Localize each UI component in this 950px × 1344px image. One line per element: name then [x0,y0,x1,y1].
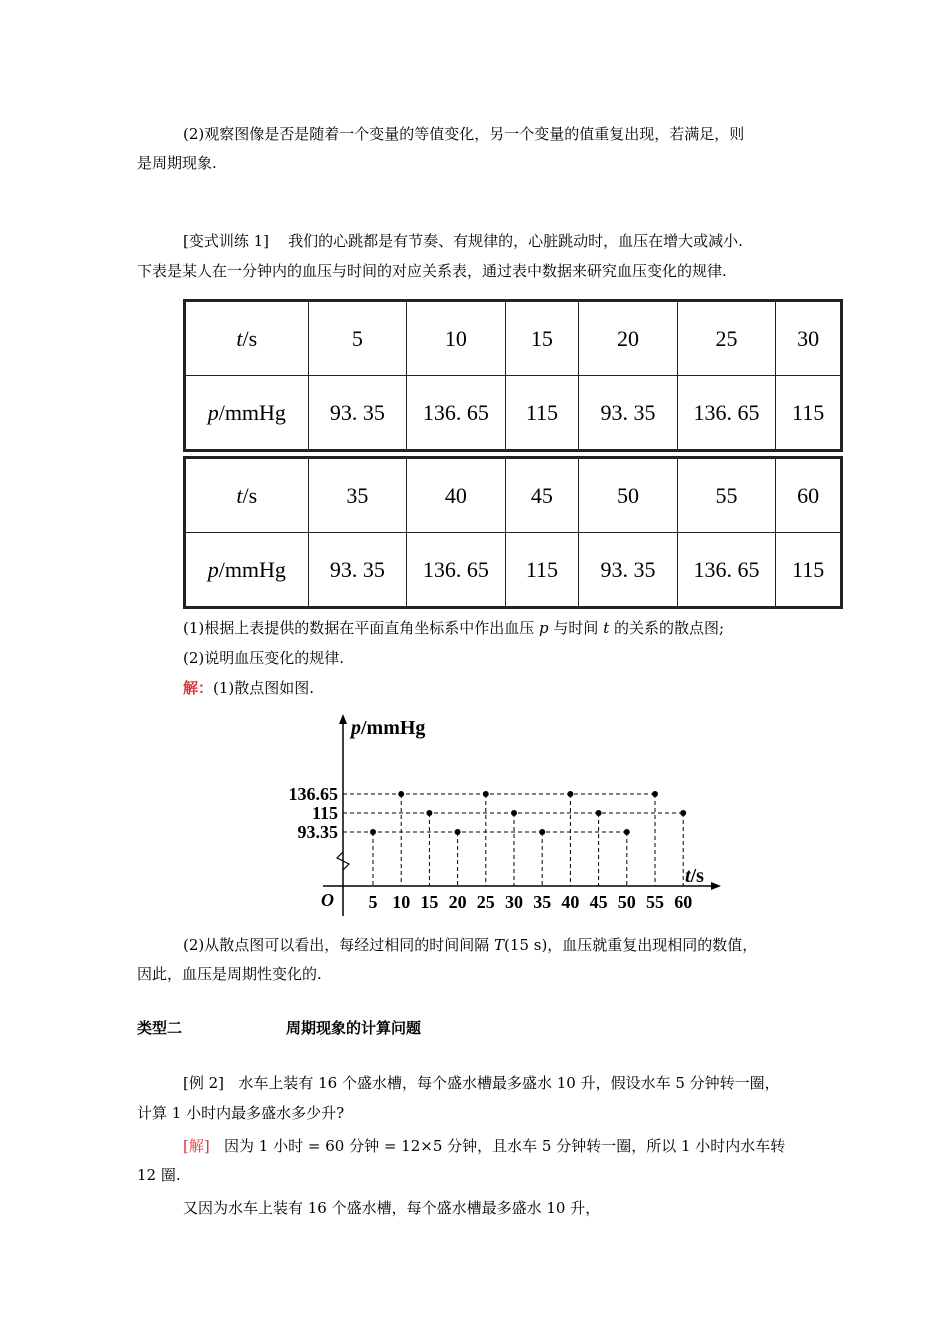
x-tick-label: 45 [589,892,608,912]
table-cell: 136. 65 [407,376,506,451]
x-tick-label: 5 [368,892,378,912]
table-cell: 136. 65 [677,533,776,608]
example-line: 计算 1 小时内最多盛水多少升? [137,1104,345,1122]
x-tick-label: 30 [505,892,523,912]
table-cell: 5 [308,301,406,376]
table-cell: 30 [776,301,842,376]
data-table-bottom [183,456,843,609]
table-header-t: t/s [185,301,309,376]
table-cell: 50 [579,458,677,533]
x-tick-label: 15 [420,892,439,912]
data-point [624,829,630,835]
x-tick-label: 55 [646,892,664,912]
data-point [652,791,658,797]
x-tick-label: 60 [674,892,693,912]
data-point [426,810,432,816]
question-2: (2)说明血压变化的规律. [183,649,345,667]
exercise-tag: [变式训练 1] [183,232,270,250]
x-tick-label: 35 [533,892,552,912]
table-cell: 93. 35 [579,376,677,451]
table-cell: 93. 35 [308,376,406,451]
x-tick-label: 25 [476,892,495,912]
x-tick-label: 40 [561,892,580,912]
y-axis-arrow [339,714,347,724]
answer-tag: [解] [183,1137,210,1155]
chart-guides [343,794,683,886]
exercise-line: 下表是某人在一分钟内的血压与时间的对应关系表，通过表中数据来研究血压变化的规律. [137,262,727,280]
table-cell: 45 [505,458,579,533]
table-header-t: t/s [185,458,309,533]
x-axis-arrow [711,882,721,890]
x-tick-label: 20 [448,892,467,912]
table-cell: 60 [776,458,842,533]
table-cell: 115 [776,376,842,451]
y-tick-label: 93.35 [297,822,338,842]
table-cell: 15 [505,301,579,376]
section-type: 类型二 [137,1019,183,1037]
answer-line: 又因为水车上装有 16 个盛水槽，每个盛水槽最多盛水 10 升， [183,1199,601,1217]
answer-line: [解] 因为 1 小时 = 60 分钟 = 12×5 分钟，且水车 5 分钟转一圈，所以 1 小时内水车转 [183,1137,786,1155]
x-tick-label: 50 [617,892,636,912]
table-row [185,533,842,608]
table-cell: 93. 35 [579,533,677,608]
chart-axes [321,714,721,916]
exercise-intro [183,231,743,251]
data-point [483,791,489,797]
x-axis-label: t/s [685,865,704,887]
paragraph-line: (2)观察图像是否是随着一个变量的等值变化，另一个变量的值重复出现，若满足，则 [183,125,745,143]
solution-line [183,678,314,698]
paragraph-line: 因此，血压是周期性变化的. [137,965,322,983]
data-point [511,810,517,816]
table-cell: 25 [677,301,776,376]
data-point [596,810,602,816]
table-cell: 55 [677,458,776,533]
table-cell: 40 [407,458,506,533]
table-row [185,376,842,451]
data-point [455,829,461,835]
data-point [539,829,545,835]
solution-text: (1)散点图如图. [213,679,315,697]
y-tick-label: 136.65 [288,784,338,804]
data-point [567,791,573,797]
paragraph-line: (2)从散点图可以看出，每经过相同的时间间隔 T(15 s)，血压就重复出现相同的数值， [183,936,758,954]
data-point [370,829,376,835]
data-point [398,791,404,797]
data-table-top [183,299,843,452]
table-row [185,301,842,376]
section-title: 周期现象的计算问题 [286,1019,422,1037]
x-tick-labels [369,892,693,912]
table-cell: 93. 35 [308,533,406,608]
table-cell: 35 [308,458,406,533]
table-cell: 136. 65 [677,376,776,451]
exercise-text: 我们的心跳都是有节奏、有规律的，心脏跳动时，血压在增大或减小. [288,232,743,250]
table-cell: 10 [407,301,506,376]
scatter-chart [265,712,735,922]
example-line: [例 2] 水车上装有 16 个盛水槽，每个盛水槽最多盛水 10 升，假设水车 5 分钟转一圈， [183,1074,780,1092]
table-header-p: p/mmHg [185,376,309,451]
y-axis-label: p/mmHg [351,717,426,739]
solution-label: 解： [183,679,214,697]
example-tag: [例 2] [183,1074,225,1092]
table-cell: 20 [579,301,677,376]
y-tick-label: 115 [311,803,338,823]
table-cell: 115 [505,533,579,608]
x-tick-label: 10 [392,892,411,912]
table-cell: 115 [505,376,579,451]
answer-line: 12 圈. [137,1166,181,1184]
paragraph-line: 是周期现象. [137,154,217,172]
question-1: (1)根据上表提供的数据在平面直角坐标系中作出血压 p 与时间 t 的关系的散点图; [183,619,725,637]
table-header-p: p/mmHg [185,533,309,608]
table-cell: 136. 65 [407,533,506,608]
y-tick-labels [289,784,339,842]
origin-label: O [321,890,334,910]
data-point [680,810,686,816]
table-cell: 115 [776,533,842,608]
table-row [185,458,842,533]
